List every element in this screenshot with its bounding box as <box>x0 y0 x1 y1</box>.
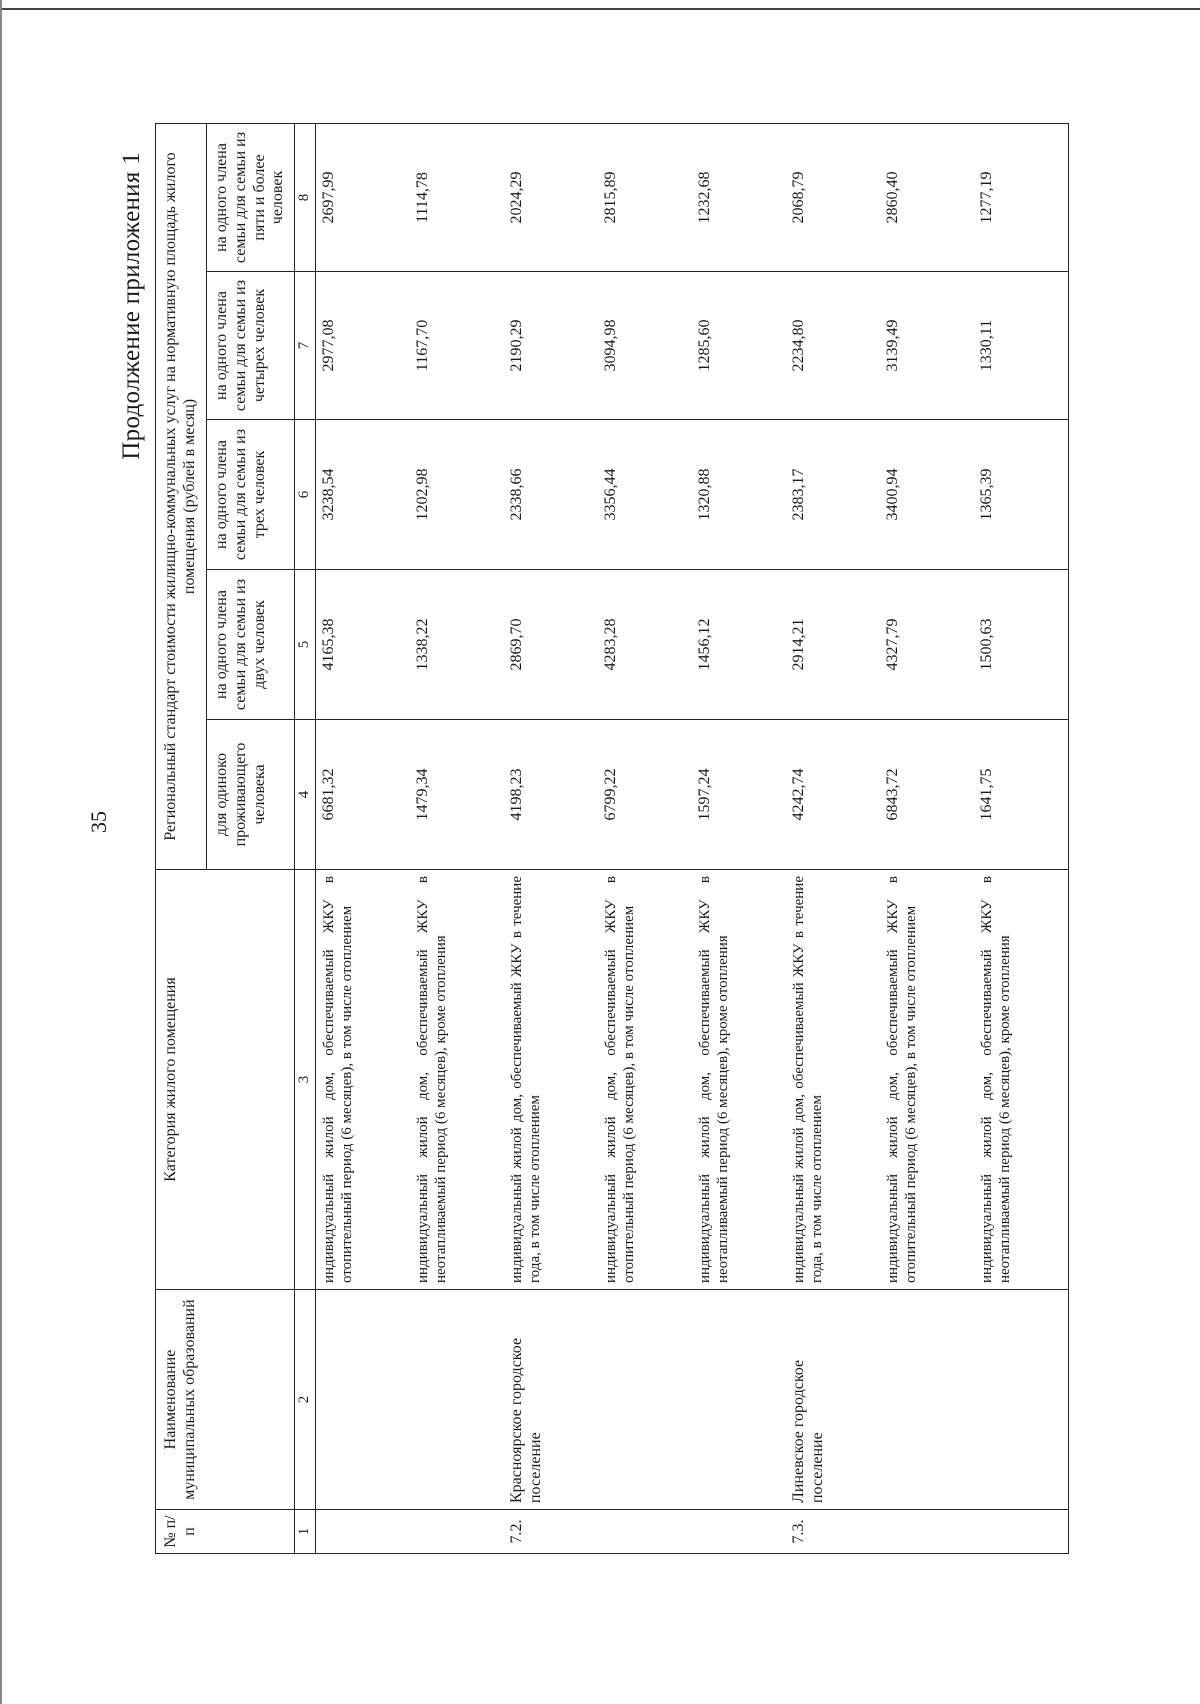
row-value-col4: 1479,34 <box>410 720 504 870</box>
row-value-col8: 2024,29 <box>504 123 598 271</box>
row-value-col5: 1500,63 <box>974 570 1069 720</box>
row-value-col4: 4242,74 <box>786 720 880 870</box>
header-col4: для одиноко проживающего человека <box>206 720 295 870</box>
row-value-col7: 2977,08 <box>315 272 410 420</box>
row-value-col4: 1597,24 <box>692 720 786 870</box>
header-col5: на одного члена семьи для семьи из двух человек <box>206 570 295 720</box>
table-row <box>880 123 974 1553</box>
row-value-col6: 1365,39 <box>974 420 1069 570</box>
table-row <box>410 123 504 1553</box>
table-row <box>504 123 598 1553</box>
row-value-col6: 3356,44 <box>598 420 692 570</box>
row-value-col5: 4327,79 <box>880 570 974 720</box>
row-value-col5: 1456,12 <box>692 570 786 720</box>
row-category: индивидуальный жилой дом, обеспечиваемый ЖКУ в течение года, в том числе отоплением <box>504 870 598 1290</box>
column-number: 2 <box>295 1290 316 1510</box>
row-value-col7: 1330,11 <box>974 272 1069 420</box>
row-value-col5: 1338,22 <box>410 570 504 720</box>
table-row <box>315 123 410 1553</box>
column-number: 7 <box>295 272 316 420</box>
row-value-col6: 2383,17 <box>786 420 880 570</box>
row-value-col7: 1285,60 <box>692 272 786 420</box>
row-value-col8: 1114,78 <box>410 123 504 271</box>
header-row-top <box>156 123 207 1553</box>
row-value-col6: 3238,54 <box>315 420 410 570</box>
row-value-col4: 1641,75 <box>974 720 1069 870</box>
row-value-col6: 1320,88 <box>692 420 786 570</box>
row-category: индивидуальный жилой дом, обеспечиваемый ЖКУ в неотапливаемый период (6 месяцев), кроме отопления <box>410 870 504 1290</box>
row-category: индивидуальный жилой дом, обеспечиваемый ЖКУ в неотапливаемый период (6 месяцев), кроме отопления <box>974 870 1069 1290</box>
header-col7: на одного члена семьи для семьи из четырех человек <box>206 272 295 420</box>
row-municipality <box>974 1290 1069 1510</box>
row-num <box>598 1510 692 1554</box>
row-category: индивидуальный жилой дом, обеспечиваемый ЖКУ в течение года, в том числе отоплением <box>786 870 880 1290</box>
row-municipality: Линевское городское поселение <box>786 1290 880 1510</box>
column-number: 5 <box>295 570 316 720</box>
row-num <box>315 1510 410 1554</box>
standard-cost-table <box>155 123 1069 1554</box>
column-number: 4 <box>295 720 316 870</box>
row-value-col8: 1277,19 <box>974 123 1069 271</box>
row-category: индивидуальный жилой дом, обеспечиваемый ЖКУ в неотапливаемый период (6 месяцев), кроме отопления <box>692 870 786 1290</box>
row-value-col7: 3094,98 <box>598 272 692 420</box>
column-numbers-row <box>295 123 316 1553</box>
row-value-col8: 2860,40 <box>880 123 974 271</box>
row-num: 7.2. <box>504 1510 598 1554</box>
row-value-col5: 4165,38 <box>315 570 410 720</box>
row-num <box>880 1510 974 1554</box>
annex-title: Продолжение приложения 1 <box>118 152 145 460</box>
row-value-col5: 2914,21 <box>786 570 880 720</box>
row-num: 7.3. <box>786 1510 880 1554</box>
header-num: № п/п <box>156 1510 295 1554</box>
row-value-col7: 3139,49 <box>880 272 974 420</box>
row-value-col7: 2190,29 <box>504 272 598 420</box>
row-value-col5: 2869,70 <box>504 570 598 720</box>
row-num <box>974 1510 1069 1554</box>
table-row <box>598 123 692 1553</box>
row-value-col6: 1202,98 <box>410 420 504 570</box>
row-num <box>692 1510 786 1554</box>
row-value-col5: 4283,28 <box>598 570 692 720</box>
row-value-col8: 1232,68 <box>692 123 786 271</box>
row-municipality: Красноярское городское поселение <box>504 1290 598 1510</box>
page-number: 35 <box>86 811 111 833</box>
table-row <box>974 123 1069 1553</box>
row-value-col8: 2068,79 <box>786 123 880 271</box>
row-municipality <box>880 1290 974 1510</box>
row-value-col7: 2234,80 <box>786 272 880 420</box>
row-value-col8: 2815,89 <box>598 123 692 271</box>
table-row <box>786 123 880 1553</box>
row-value-col4: 6681,32 <box>315 720 410 870</box>
row-municipality <box>315 1290 410 1510</box>
row-category: индивидуальный жилой дом, обеспечиваемый ЖКУ в отопительный период (6 месяцев), в том числе отоплением <box>880 870 974 1290</box>
row-value-col6: 3400,94 <box>880 420 974 570</box>
row-category: индивидуальный жилой дом, обеспечиваемый ЖКУ в отопительный период (6 месяцев), в том числе отоплением <box>315 870 410 1290</box>
header-col8: на одного члена семьи для семьи из пяти и более человек <box>206 123 295 271</box>
row-municipality <box>598 1290 692 1510</box>
row-value-col4: 6799,22 <box>598 720 692 870</box>
row-municipality <box>410 1290 504 1510</box>
row-num <box>410 1510 504 1554</box>
table-row <box>692 123 786 1553</box>
column-number: 3 <box>295 870 316 1290</box>
row-value-col6: 2338,66 <box>504 420 598 570</box>
header-municipality: Наименование муниципальных образований <box>156 1290 295 1510</box>
row-value-col4: 4198,23 <box>504 720 598 870</box>
column-number: 1 <box>295 1510 316 1554</box>
header-standard-group: Региональный стандарт стоимости жилищно-коммунальных услуг на нормативную площадь жилого помещения (рублей в месяц) <box>156 123 207 869</box>
row-value-col7: 1167,70 <box>410 272 504 420</box>
row-municipality <box>692 1290 786 1510</box>
column-number: 8 <box>295 123 316 271</box>
header-category: Категория жилого помещения <box>156 870 295 1290</box>
row-value-col4: 6843,72 <box>880 720 974 870</box>
header-col6: на одного члена семьи для семьи из трех человек <box>206 420 295 570</box>
row-value-col8: 2697,99 <box>315 123 410 271</box>
row-category: индивидуальный жилой дом, обеспечиваемый ЖКУ в отопительный период (6 месяцев), в том числе отоплением <box>598 870 692 1290</box>
column-number: 6 <box>295 420 316 570</box>
